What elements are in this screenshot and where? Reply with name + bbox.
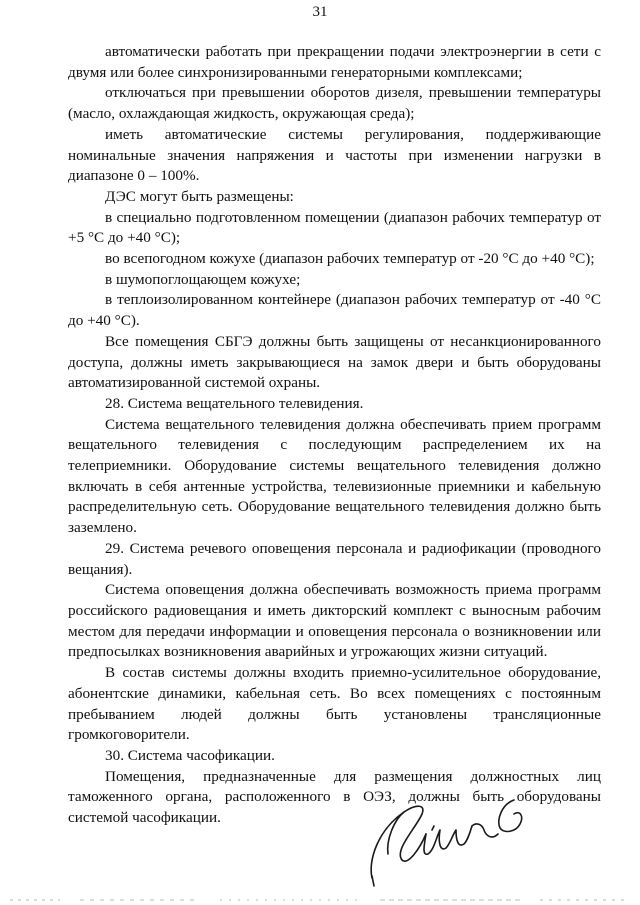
signature-icon xyxy=(364,790,544,890)
paragraph-placement-container: в теплоизолированном контейнере (диапазон рабочих температур от -40 °С до +40 °С). xyxy=(68,291,601,330)
document-body xyxy=(68,42,601,829)
paragraph-auto-operation: автоматически работать при прекращении подачи электроэнергии в сети с двумя или более синхронизированными генераторными комплексами; xyxy=(68,43,601,81)
paragraph-security: Все помещения СБГЭ должны быть защищены от несанкционированного доступа, должны иметь закрывающиеся на замок двери и быть оборудованы автоматизированной системой охраны. xyxy=(68,332,601,392)
paragraph-clock-system: Помещения, предназначенные для размещения должностных лиц таможенного органа, расположенного в ОЭЗ, должны быть оборудованы системой часофикации. xyxy=(68,767,601,827)
paragraph-alert-composition: В состав системы должны входить приемно-усилительное оборудование, абонентские динамики, кабельная сеть. Во всех помещениях с постоянным пребыванием людей должны быть установлены трансляционные громкоговорители. xyxy=(68,664,601,744)
paragraph-placement-allweather: во всепогодном кожухе (диапазон рабочих температур от -20 °С до +40 °С); xyxy=(105,250,595,268)
paragraph-placement-soundproof: в шумопоглощающем кожухе; xyxy=(105,270,301,288)
section-heading-29: 29. Система речевого оповещения персонала и радиофикации (проводного вещания). xyxy=(68,539,601,578)
paragraph-placement-room: в специально подготовленном помещении (диапазон рабочих температур от +5 °С до +40 °С); xyxy=(68,208,601,247)
scan-border-decoration xyxy=(0,897,640,903)
paragraph-shutdown: отключаться при превышении оборотов дизеля, превышении температуры (масло, охлаждающая жидкость, окружающая среда); xyxy=(68,84,601,123)
page-number: 31 xyxy=(312,4,328,20)
section-heading-28: 28. Система вещательного телевидения. xyxy=(105,394,364,412)
paragraph-tv-system: Система вещательного телевидения должна обеспечивать прием программ вещательного телевидения с последующим распределением их на телеприемники. Оборудование системы вещательного телевидения должно включать в себя антенные устройства, телевизионные приемники и кабельную распределительную сеть. Оборудование вещательного телевидения должно быть заземлено. xyxy=(68,415,601,537)
paragraph-alert-system: Система оповещения должна обеспечивать возможность приема программ российского радиовещания и иметь дикторский комплект с выносным рабочим местом для передачи информации и оповещения персонала о возникновении или предпосылках возникновения аварийных и угрожающих жизни ситуаций. xyxy=(68,581,601,661)
section-heading-30: 30. Система часофикации. xyxy=(105,746,275,764)
paragraph-regulation: иметь автоматические системы регулирования, поддерживающие номинальные значения напряжения и частоты при изменении нагрузки в диапазоне 0 – 100%. xyxy=(68,125,601,185)
paragraph-placement-intro: ДЭС могут быть размещены: xyxy=(105,187,294,205)
